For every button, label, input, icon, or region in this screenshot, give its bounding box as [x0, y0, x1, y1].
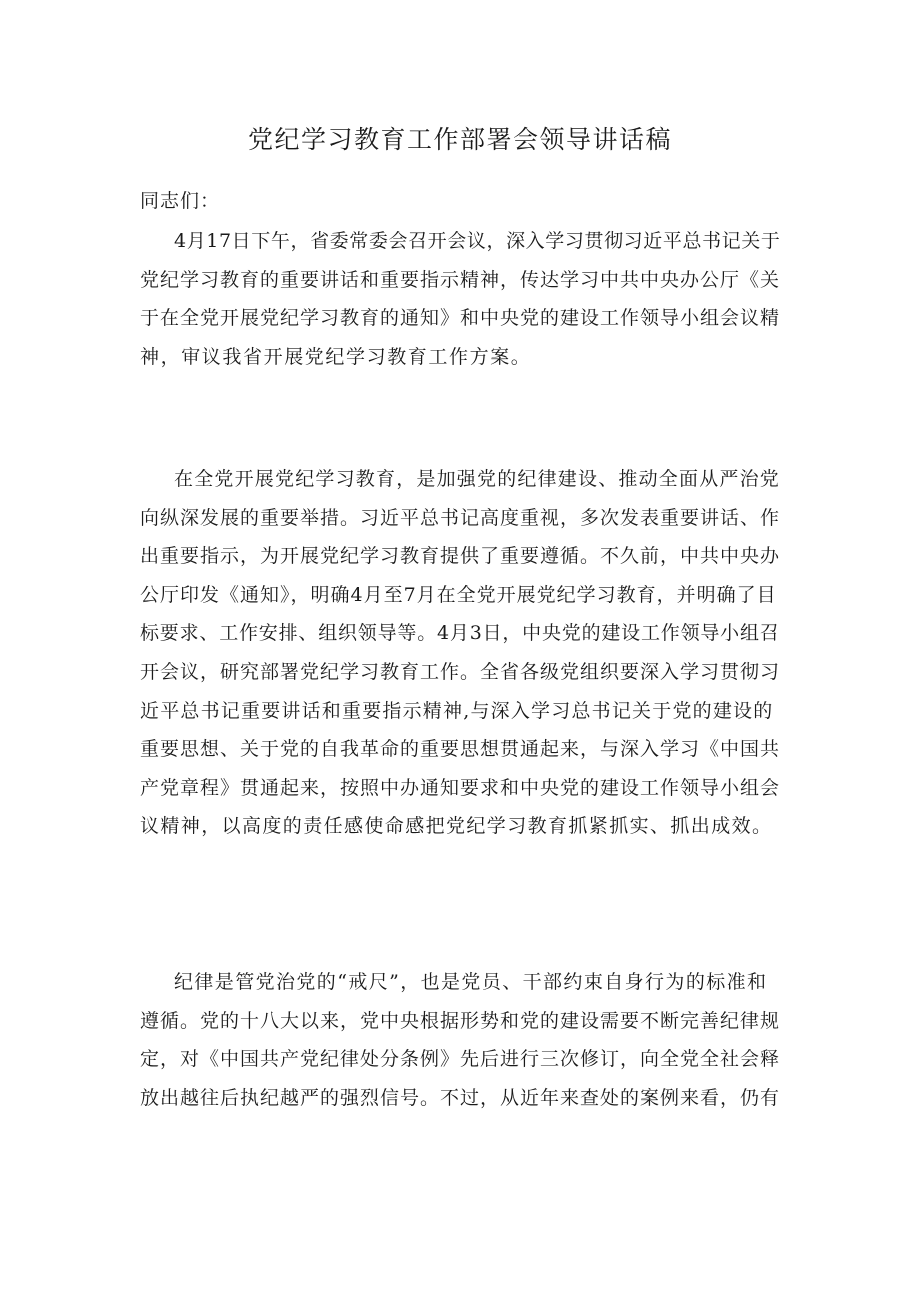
- paragraph-line: 定，对《中国共产党纪律处分条例》先后进行三次修订，向全党全社会释: [140, 1048, 781, 1071]
- paragraph-line: 近平总书记重要讲话和重要指示精神,与深入学习总书记关于党的建设的: [140, 699, 774, 722]
- salutation: 同志们：: [140, 190, 221, 212]
- paragraph-line: 产党章程》贯通起来，按照中办通知要求和中央党的建设工作领导小组会: [140, 776, 781, 799]
- paragraph-3: [140, 963, 780, 1117]
- document-title: 党纪学习教育工作部署会领导讲话稿: [247, 125, 672, 154]
- paragraph-line: 公厅印发《通知》，明确4月至7月在全党开展党纪学习教育，并明确了目: [140, 583, 777, 606]
- paragraph-line: 神，审议我省开展党纪学习教育工作方案。: [140, 345, 532, 368]
- paragraph-line: 4月17日下午，省委常委会召开会议，深入学习贯彻习近平总书记关于: [174, 230, 781, 252]
- paragraph-line: 遵循。党的十八大以来，党中央根据形势和党的建设需要不断完善纪律规: [140, 1009, 781, 1032]
- paragraph-line: 重要思想、关于党的自我革命的重要思想贯通起来，与深入学习《中国共: [140, 738, 781, 761]
- paragraph-line: 开会议，研究部署党纪学习教育工作。全省各级党组织要深入学习贯彻习: [140, 660, 781, 683]
- paragraph-line: 纪律是管党治党的“戒尺”，也是党员、干部约束自身行为的标准和: [174, 971, 768, 993]
- paragraph-line: 党纪学习教育的重要讲话和重要指示精神，传达学习中共中央办公厅《关: [140, 268, 781, 291]
- paragraph-1: [140, 222, 780, 376]
- paragraph-line: 于在全党开展党纪学习教育的通知》和中央党的建设工作领导小组会议精: [140, 307, 781, 330]
- paragraph-line: 出重要指示，为开展党纪学习教育提供了重要遵循。不久前，中共中央办: [140, 545, 781, 568]
- paragraph-line: 在全党开展党纪学习教育，是加强党的纪律建设、推动全面从严治党: [174, 468, 781, 490]
- paragraph-line: 标要求、工作安排、组织领导等。4月3日，中央党的建设工作领导小组召: [140, 622, 780, 645]
- paragraph-line: 议精神，以高度的责任感使命感把党纪学习教育抓紧抓实、抓出成效。: [140, 815, 773, 838]
- paragraph-2: [140, 460, 780, 846]
- paragraph-line: 向纵深发展的重要举措。习近平总书记高度重视，多次发表重要讲话、作: [140, 506, 781, 529]
- paragraph-line: 放出越往后执纪越严的强烈信号。不过，从近年来查处的案例来看，仍有: [140, 1086, 781, 1109]
